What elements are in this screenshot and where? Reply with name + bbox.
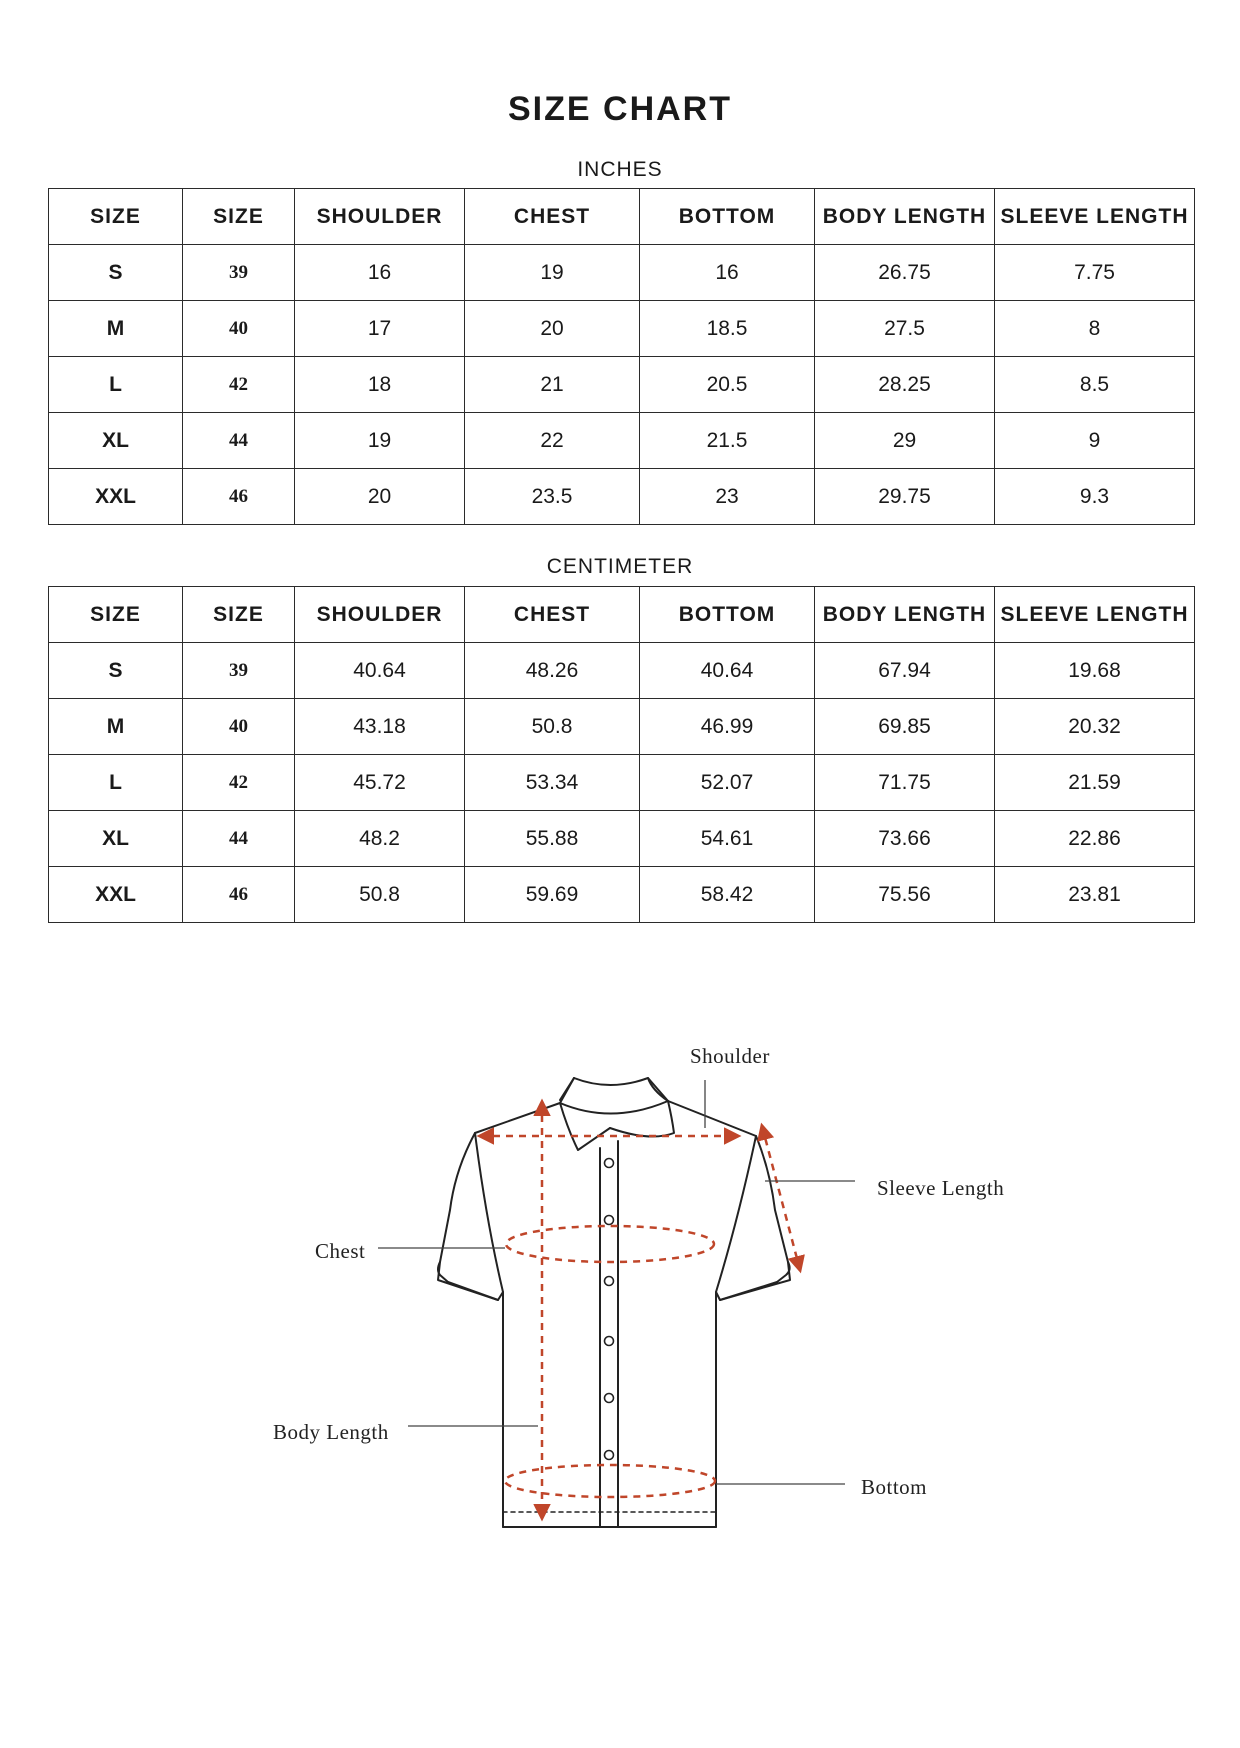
- measurement-cell: 22.86: [995, 811, 1195, 867]
- size-letter-cell: M: [49, 301, 183, 357]
- measurement-cell: 40.64: [640, 643, 815, 699]
- measurement-cell: 29: [815, 413, 995, 469]
- measurement-cell: 58.42: [640, 867, 815, 923]
- measurement-cell: 29.75: [815, 469, 995, 525]
- bottom-label: Bottom: [861, 1475, 928, 1499]
- measurement-cell: 9: [995, 413, 1195, 469]
- column-header: SIZE: [49, 587, 183, 643]
- measurement-cell: 22: [465, 413, 640, 469]
- column-header: CHEST: [465, 189, 640, 245]
- measurement-cell: 73.66: [815, 811, 995, 867]
- measurement-cell: 28.25: [815, 357, 995, 413]
- chest-label: Chest: [315, 1239, 366, 1263]
- page-title: SIZE CHART: [508, 90, 732, 128]
- measurement-cell: 71.75: [815, 755, 995, 811]
- column-header: SIZE: [183, 587, 295, 643]
- measurement-cell: 21.5: [640, 413, 815, 469]
- measurement-cell: 8: [995, 301, 1195, 357]
- measurement-cell: 23: [640, 469, 815, 525]
- size-number-cell: 42: [183, 357, 295, 413]
- size-number-cell: 39: [183, 245, 295, 301]
- size-number-cell: 42: [183, 755, 295, 811]
- column-header: BOTTOM: [640, 587, 815, 643]
- measure-lines: [480, 1102, 800, 1518]
- size-letter-cell: XL: [49, 811, 183, 867]
- measurement-cell: 19: [295, 413, 465, 469]
- size-number-cell: 40: [183, 301, 295, 357]
- measurement-cell: 19.68: [995, 643, 1195, 699]
- measurement-cell: 16: [640, 245, 815, 301]
- measurement-cell: 27.5: [815, 301, 995, 357]
- size-number-cell: 39: [183, 643, 295, 699]
- column-header: CHEST: [465, 587, 640, 643]
- measurement-cell: 18.5: [640, 301, 815, 357]
- measurement-cell: 8.5: [995, 357, 1195, 413]
- shoulder-label: Shoulder: [690, 1044, 770, 1068]
- size-letter-cell: XL: [49, 413, 183, 469]
- measurement-cell: 53.34: [465, 755, 640, 811]
- measurement-cell: 7.75: [995, 245, 1195, 301]
- measurement-cell: 20.5: [640, 357, 815, 413]
- column-header: BODY LENGTH: [815, 189, 995, 245]
- centimeter-label: CENTIMETER: [546, 555, 694, 578]
- column-header: SHOULDER: [295, 587, 465, 643]
- size-letter-cell: XXL: [49, 867, 183, 923]
- measurement-cell: 43.18: [295, 699, 465, 755]
- measurement-cell: 50.8: [295, 867, 465, 923]
- column-header: SLEEVE LENGTH: [995, 587, 1195, 643]
- size-letter-cell: S: [49, 245, 183, 301]
- measurement-cell: 67.94: [815, 643, 995, 699]
- measurement-cell: 54.61: [640, 811, 815, 867]
- measurement-cell: 16: [295, 245, 465, 301]
- measurement-cell: 18: [295, 357, 465, 413]
- measurement-cell: 20: [465, 301, 640, 357]
- measurement-cell: 23.5: [465, 469, 640, 525]
- measurement-cell: 26.75: [815, 245, 995, 301]
- column-header: BOTTOM: [640, 189, 815, 245]
- measurement-cell: 59.69: [465, 867, 640, 923]
- inches-label: INCHES: [577, 158, 663, 181]
- size-letter-cell: M: [49, 699, 183, 755]
- measurement-cell: 50.8: [465, 699, 640, 755]
- measurement-cell: 20: [295, 469, 465, 525]
- measurement-cell: 19: [465, 245, 640, 301]
- measurement-cell: 48.26: [465, 643, 640, 699]
- sleeve-length-measure: [762, 1126, 800, 1270]
- column-header: BODY LENGTH: [815, 587, 995, 643]
- measurement-cell: 69.85: [815, 699, 995, 755]
- chest-measure: [506, 1226, 714, 1262]
- column-header: SLEEVE LENGTH: [995, 189, 1195, 245]
- size-letter-cell: S: [49, 643, 183, 699]
- size-number-cell: 46: [183, 469, 295, 525]
- sleeve-length-label: Sleeve Length: [877, 1176, 1005, 1200]
- size-number-cell: 44: [183, 811, 295, 867]
- size-letter-cell: XXL: [49, 469, 183, 525]
- measurement-cell: 75.56: [815, 867, 995, 923]
- measurement-cell: 21.59: [995, 755, 1195, 811]
- measurement-cell: 20.32: [995, 699, 1195, 755]
- size-number-cell: 46: [183, 867, 295, 923]
- size-number-cell: 40: [183, 699, 295, 755]
- measurement-cell: 9.3: [995, 469, 1195, 525]
- measurement-cell: 55.88: [465, 811, 640, 867]
- size-number-cell: 44: [183, 413, 295, 469]
- measurement-cell: 21: [465, 357, 640, 413]
- measurement-cell: 52.07: [640, 755, 815, 811]
- measurement-cell: 23.81: [995, 867, 1195, 923]
- measurement-cell: 46.99: [640, 699, 815, 755]
- buttons: [605, 1159, 614, 1460]
- body-length-label: Body Length: [273, 1420, 389, 1444]
- size-letter-cell: L: [49, 755, 183, 811]
- size-letter-cell: L: [49, 357, 183, 413]
- measurement-cell: 45.72: [295, 755, 465, 811]
- column-header: SIZE: [183, 189, 295, 245]
- column-header: SHOULDER: [295, 189, 465, 245]
- measurement-cell: 48.2: [295, 811, 465, 867]
- measurement-cell: 40.64: [295, 643, 465, 699]
- shirt-outline: [438, 1078, 790, 1527]
- measurement-cell: 17: [295, 301, 465, 357]
- column-header: SIZE: [49, 189, 183, 245]
- bottom-measure: [505, 1465, 715, 1497]
